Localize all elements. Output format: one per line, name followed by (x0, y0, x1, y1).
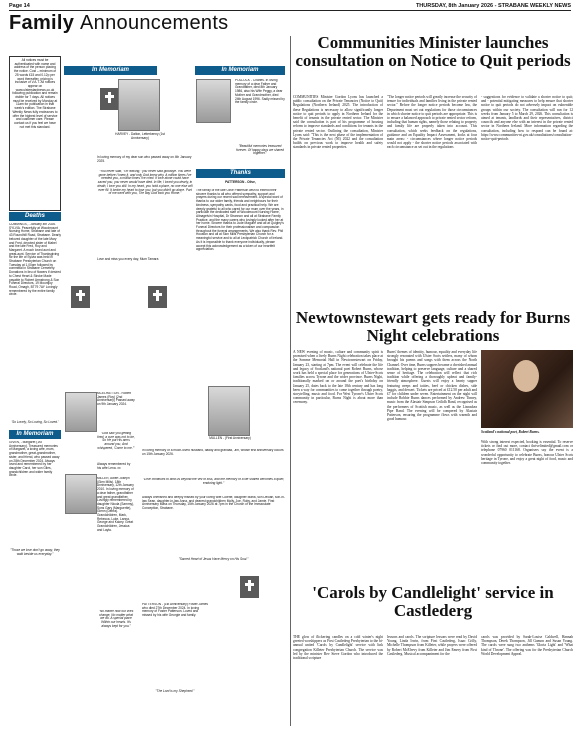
deaths-heading: Deaths (9, 212, 61, 221)
miller-photo (65, 474, 97, 514)
story1-headline: Communities Minister launches consultation on Notice to Quit periods (295, 33, 571, 70)
memoriam-col2 (64, 66, 157, 75)
pollock-poem: "Beautiful memories treasured forever. Of happy days we shared together." (236, 144, 284, 156)
story3-col1: THE glow of flickering candles on a cold winter's night greeted worshippers as First Castlederg Presbyterian to the bi-annual united 'Carols by Candlelight' service with link congregation Killeter Presbyterian Church. The service was led by the minister Rev Steve Gordon who introduced the traditional scripture (293, 635, 383, 661)
pollock-photo (196, 79, 231, 123)
title-bold: Family (9, 12, 75, 34)
deaths-verse: 'So Lovely, So Loving, So Loved.' (11, 420, 59, 424)
mullen-photo (208, 386, 250, 436)
title-light: Announcements (80, 12, 229, 34)
given-verse: "Those we love don't go away, they walk beside us everyday." (10, 548, 60, 556)
story3-col2: lessons and carols. The scripture lessons were read by David Young, Linda Irwin, from First Castlederg, Isaac Crilly, Michelle Thompson from Killeter, while prayers were offered by Robert McElrevy from Killeter and Jim Emery from First Castlederg. Musical accompaniment for the (387, 635, 477, 656)
mullen-text: In loving memory of a much-loved husband, daddy and grandad, Jim, whose first anniversary occurs on 15th January 2026. (142, 449, 284, 456)
story2-col2: Burns' themes of identity, humour, equality and everyday life strongly resonated with Ulster Scots settlers, many of whom brought his poems and songs with them across the North Channel. Over time, Burns suppers became a cherished annual tradition, helping to preserve language, culture and a shared sense of heritage. The celebration will reflect that rich tradition while offering a thoroughly upbeat and family-friendly atmosphere. Guests will enjoy a hearty supper featuring neeps and tatties, beef or chicken dishes, side haggis, and dessert. Tickets are priced at £12.50 per adult and £7 for children under seven. Entertainment on the night will include Robbie Burns dances performed by Andrew Tinney, music from the Alastair Simpson Ceilidh Band, recognised as the performers of Scottish music, as well as the Lisnaskea Pipe Band. The evening will be compered by Alastair Patterson, ensuring the programme flows with warmth and good humour. (387, 350, 477, 422)
story2-headline: Newtownstewart gets ready for Burns Night celebrations (295, 308, 571, 345)
deaths-section (9, 212, 61, 425)
miller-poem: "No matter how our lives change, No matter what we do. A special place Within our hearts. It's always kept for you." (98, 610, 134, 628)
issue-line: THURSDAY, 8th January 2026 - STRABANE WEEKLY NEWS (415, 3, 571, 9)
col2-heading: In Memoriam (64, 66, 157, 75)
harvey-sign: Love and miss you every day, Mum Tamara (97, 257, 159, 261)
thanks-text: The family of the late Olive Patterson wish to extend their sincere thanks to all who offered sympathy, support and prayers during our recent sad bereavement. A special word of thanks to our wider family, friends and neighbours for their kindness, sympathy cards, food and practical help. We are deeply grateful to all who cared for our mum over the years, in particular the dedicated staff of Woodmount Nursing Home, Altnagelvin Hospital, Dr Strannon and all at Strabane Family Practice, and the many carers who lovingly looked after her at her home. Sincere thanks to Jude Maguire and all at Quigley's Funeral Directors for their professionalism and compassion throughout the funeral arrangements. We also thank Rev. Phil Houston and all at Sion Mills Presbyterian Church for a meaningful service and to all at Leckpatrick Church of Ireland. As it is impossible to thank everyone individually, please accept this acknowledgement as a token of our heartfelt appreciation. (196, 189, 284, 252)
harvey-poem: "You never said, "I'm leaving," you never said goodbye. You were gone before I knew it, and only God knew why. A million times I've needed you, a million times I've cried. If love alone could have saved you, you never would have died. In life, I loved you dearly, in death, I love you still. In my heart, you hold a place, no one else will ever fill. It broke my heart to lose you, but you didn't go alone. Part of me went with you, The day God took you Home." (97, 170, 193, 196)
thanks-name: PATTERSON - Olive, (225, 180, 256, 184)
mcelhatton-sign: Always remembered by his wife Lena. xx (97, 462, 131, 470)
info-text: All notices must be authenticated with name and address of the person placing the notice. Cost – minimum of 25 words £15 and 0.12p per word thereafter, pricing is inclusive of V.A.T. All notices appear on www.ulsterstardnews.co.uk following publication and remain visible for 7 days. All notices must be received by Monday at 11am for publication in that week's edition. The Strabane Weekly News fully endeavors to offer the highest level of service and customer care. Please contact us if you feel we have not met this standard. (9, 56, 61, 211)
story1-col3: - suggestions for evidence to validate a shorter notice to quit; and - potential mitigating measures to help ensure that shorter notice to quit periods do not adversely impact on vulnerable groups within our society. The consultation will run for 12 weeks from January 5 to March 29, 2026. This consultation is aimed at tenants, landlords and their representatives, district councils and anyone else with an interest in the private rented sector in Northern Ireland. More information regarding the consultation, including how to respond can be found at: https://www.communities-ni.gov.uk/consultations/consultation-notice-quit-periods (481, 95, 573, 142)
harvey-text: In loving memory of my dear son who passed away on 4th January 2025. (97, 155, 192, 163)
thanks-section (196, 169, 285, 178)
given-entry: GIVEN, - Margaret (1st Anniversary). Treasured memories of Margaret, a loving wife, mum, grandmother, great-grandmother, sister, and friend, who passed away on 28th December 2024. Always loved and remembered by her daughter Carol, her son Giles, grandchildren and wider family circle. (9, 441, 60, 478)
mcelhatton-poem: "God saw you getting tired, a cure was not to be, So He put His arms around you, And whispered, 'Come to me.'" (97, 432, 135, 450)
column-divider (290, 36, 291, 726)
page-number: Page 14 (9, 3, 30, 9)
section-title (9, 12, 228, 35)
thanks-heading: Thanks (196, 169, 285, 178)
story2-col1: A NEW evening of music, culture and community spirit is promised when a lively Burns Night celebration takes place at the Somme Memorial Hall in Newtownstewart on Friday, January 23, starting at 7pm. The event will celebrate the life and legacy of Scotland's national poet Robert Burns, whose work has held a special place for generations of Ulster-Scots families across Tyrone and the wider province. Burns Night, traditionally marked on or around the poet's birthday on January 25, dates back to the late 18th century and has long been a way for communities to come together through poetry, storytelling, music and food. For West Tyrone's Ulster Scots community in particular, Burns Night is about more than ceremony. (293, 350, 383, 405)
memoriam-col3 (195, 66, 285, 75)
memoriam-left-heading: In Memoriam (9, 430, 61, 439)
patterson-anniv-text: PATTERSON - (1st Anniversary) Foster James who died 27th December 2024. In loving memory of Foster Patterson. Loved and missed by his wife Georgie and family. (142, 603, 208, 618)
cross-icon (100, 88, 119, 110)
mullen-verse: "Sacred Heart of Jesus Have Mercy on His Soul." (178, 557, 249, 561)
mullen-caption: MULLEN - (First Anniversary) (209, 436, 251, 440)
header-rule (9, 10, 571, 11)
harvey-caption: HARVEY - Dalton, Letterkenny (1st Anniversary) (115, 132, 165, 140)
story3-headline: 'Carols by Candlelight' service in Castlederg (312, 583, 554, 620)
col3-heading: In Memoriam (195, 66, 285, 75)
cross-icon (148, 286, 167, 308)
story1-col1: COMMUNITIES Minister Gordon Lyons has launched a public consultation on the Private Tenancies (Notice to Quit) Regulations (Northern Ireland) 2025. The introduction of these Regulations is necessary to allow significantly longer notice to quit periods to apply in Northern Ireland for the benefit of tenants in the private rented sector. The Minister said the consultation is part of his programme of housing reform to improve standards and conditions for tenants in the private rented sector. Outlining the consultation, Minister Lyons said: "This is the next phase of the implementation of the Private Tenancies Act (NI) 2022 and the consultation builds on previous work to improve health and safety standards in private rented properties. (293, 95, 383, 150)
mcelhatton-caption: MCELHATTON - Robert James (Roy) (2nd Anniversary) Passed away on 9th January 2024. (97, 392, 135, 407)
portrait-face (513, 360, 539, 392)
cross-icon (71, 286, 90, 308)
cross-icon (240, 576, 259, 598)
story1-col2: "The longer notice periods will greatly increase the security of tenure for individuals and families living in the private rented sector." Before the longer notice periods become law, the Department must set out regulations for those circumstances in which shorter notice to quit periods are appropriate. This is to ensure a balanced approach to private rented sector reform, including that human rights, namely those relating to property and family life are properly taken into account. This consultation, which seeks feedback on the regulations, guidance and an Equality Impact Assessment, looks at four main areas: - circumstances where longer notice periods would not apply - the shorter notice periods associated with each circumstance as set out in the regulations (387, 95, 477, 150)
miller-text: MILLER, Albert Joseph (Glen Mills). 18th Anniversary, 12th January 2010. In loving memory of a dear father, grandfather and great grandfather. Lovingly remembered by daughter Nicola (Sammy), Sons Gary (Marguerite), Glenn (Debra). Grandchildren, Mark, Rebecca, Luke, Lanna, George and Kacey. Great Grandchildren, Jessica and Layla. (97, 477, 135, 532)
pollock-text: POLLOCK - Charles. In loving memory of a dear Father and Grandfather, died 8th January 1986, also his Wife Peggy, a dear Mother and Grandmother, died 24th August 1996. Sadly missed by the family circle. (235, 79, 285, 105)
info-box (9, 56, 61, 211)
deaths-entry: CUMMINGS, - January 4th 2026. SYLVIA. Peacefully at Woodmount Nursing Home, Strabane and late of 43 Roundhill Road, Strabane. Dearly beloved daughter of the late Mary and Fred, devoted sister of Mabel and the late Fred, Roy and Margaret. A much loved aunt and great-aunt. Service of Thanksgiving for the life of Sylvia was held in Strabane Presbyterian Church on Tuesday at 1.00pm followed by committal in Strabane Cemetery. Donations in lieu of flowers if desired to Chest Heart & Stroke Made payable to Robert Armstrong & Son Funeral Directors, 19 Mountjoy Road, Omagh, BT79 7AY Lovingly remembered by the entire family circle. (9, 223, 61, 297)
patterson-anniv-verse: "The Lord is my Shepherd." (155, 689, 195, 693)
burns-caption: Scotland's national poet, Robert Burns. (481, 430, 540, 434)
story3-col3: carols was provided by Sarah-Louise Caldwell, Hannah Thompson, Derek Thompson, Jill Gamon and Susan Young. The carols were sung two anthems 'Gloria Light' and 'What kind of Throne'. The offering was for the Presbyterian Church World Development Appeal. (481, 635, 573, 656)
story2-col3: With strong interest expected, booking is essential. To reserve tickets or find out more, contact thrivelimited@gmail.com or telephone 07960 011168. Organisers say the event is a wonderful opportunity to celebrate Burns, honour Ulster Scots heritage in Tyrone, and enjoy a great night of food, music and community together. (481, 440, 573, 466)
mullen-text2: Always cherished and deeply missed by your loving wife Colette, daughter Maria, son Declan, son-in-law Sean, daughter-in-law Anna, and dearest grandchildren Molly, Joe, Ruby, and Jamie. First Anniversary Mass on Thursday, 15th January 2026 at 7pm in the Church of the Immaculate Conception, Strabane. (142, 496, 285, 511)
memoriam-left (9, 430, 61, 556)
mcelhatton-photo (65, 392, 97, 432)
mullen-poem: "Love continues to bind us beyond the veil of loss, and the memory of a life shared becomes a quiet, enduring light." (142, 478, 285, 485)
burns-portrait (481, 350, 573, 428)
harvey-photo (118, 79, 160, 131)
